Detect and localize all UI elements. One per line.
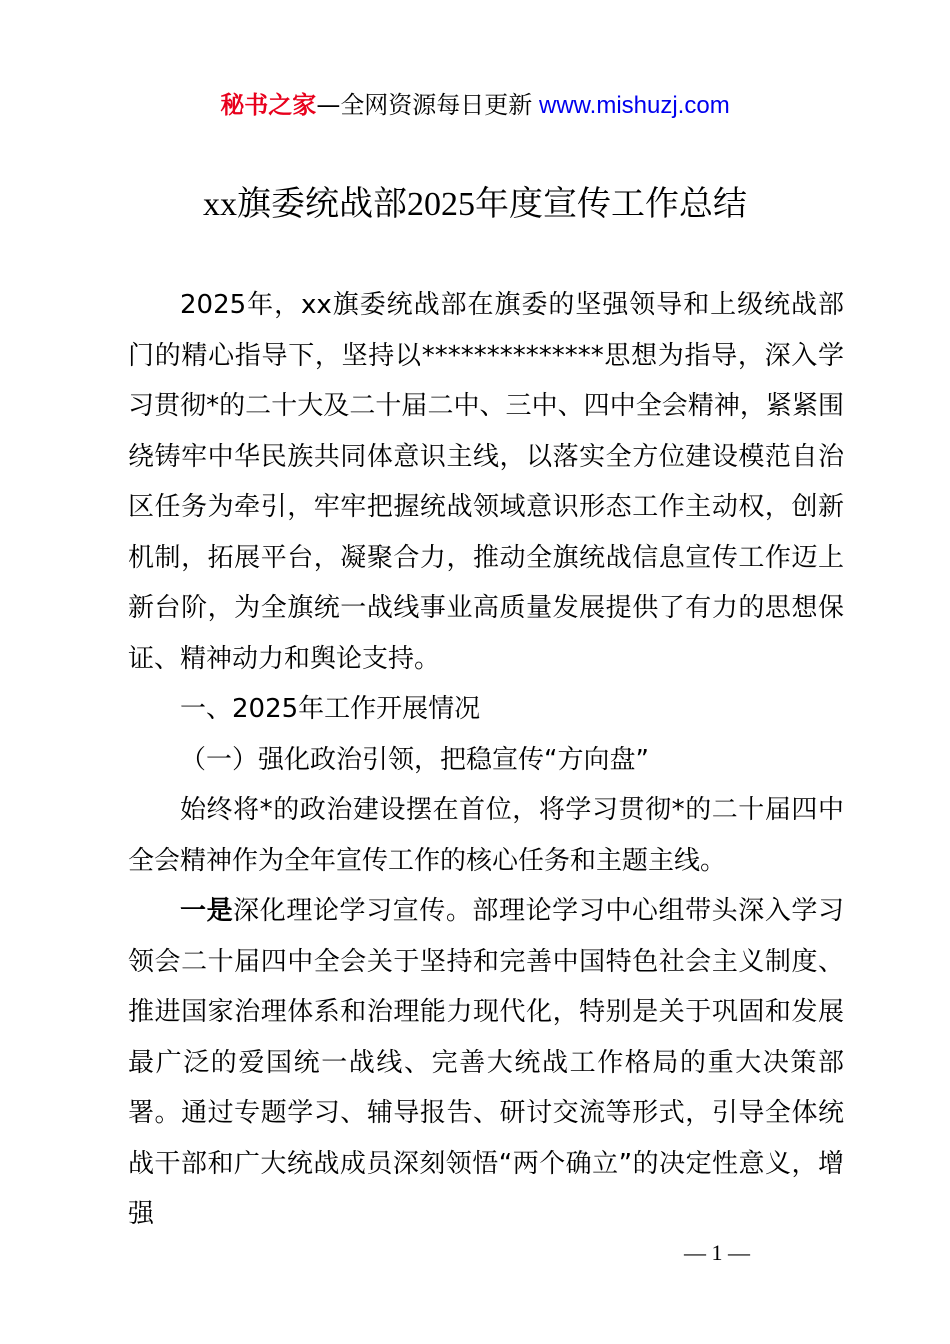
subsection-paragraph: 始终将*的政治建设摆在首位，将学习贯彻*的二十届四中全会精神作为全年宣传工作的核心任务和主题主线。: [128, 795, 844, 876]
site-brand: 秘书之家: [220, 91, 317, 119]
page-number: — 1 —: [684, 1240, 750, 1265]
point-paragraph: [128, 886, 844, 1240]
section-heading: 一、2025年工作开展情况: [180, 694, 481, 724]
point-text: 深化理论学习宣传。部理论学习中心组带头深入学习领会二十届四中全会关于坚持和完善中国特色社会主义制度、推进国家治理体系和治理能力现代化，特别是关于巩固和发展最广泛的爱国统一战线、完善大统战工作格局的重大决策部署。通过专题学习、辅导报告、研讨交流等形式，引导全体统战干部和广大统战成员深刻领悟“两个确立”的决定性意义，增强: [128, 896, 844, 1229]
intro-paragraph: 2025年，xx旗委统战部在旗委的坚强领导和上级统战部门的精心指导下，坚持以**************思想为指导，深入学习贯彻*的二十大及二十届二中、三中、四中全会精神，紧紧围绕铸牢中华民族共同体意识主线，以落实全方位建设模范自治区任务为牵引，牢牢把握统战领域意识形态工作主动权，创新机制，拓展平台，凝聚合力，推动全旗统战信息宣传工作迈上新台阶，为全旗统一战线事业高质量发展提供了有力的思想保证、精神动力和舆论支持。: [128, 290, 844, 674]
point-lead: 一是: [180, 896, 234, 926]
document-title: xx旗委统战部2025年度宣传工作总结: [203, 186, 747, 223]
site-url-link[interactable]: www.mishuzj.com: [532, 92, 730, 119]
site-header: [0, 88, 950, 123]
subsection-heading: （一）强化政治引领，把稳宣传“方向盘”: [180, 744, 649, 775]
document-body: [128, 280, 844, 1240]
site-slogan: —全网资源每日更新: [316, 91, 533, 119]
